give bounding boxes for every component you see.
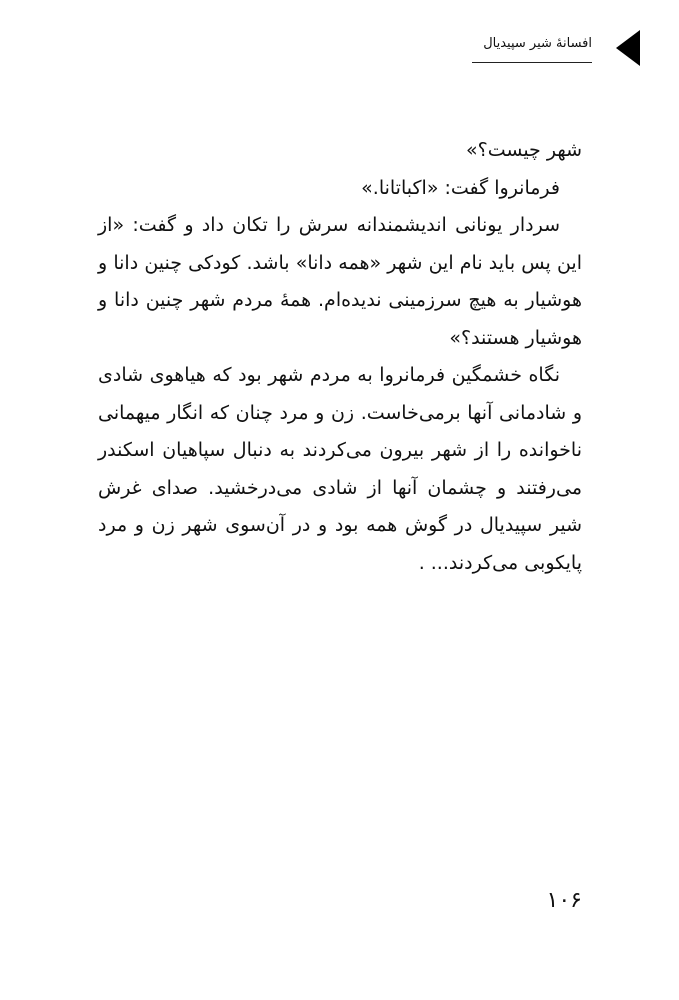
paragraph: شهر چیست؟» xyxy=(466,139,582,161)
header-rule xyxy=(472,62,592,63)
page-body xyxy=(98,132,582,582)
running-header-title: افسانهٔ شیر سپیدیال xyxy=(483,36,592,51)
paragraph: نگاه خشمگین فرمانروا به مردم شهر بود که هیاهوی شادی و شادمانی آنها برمی‌خاست. زن و مرد چنان که انگار میهمانی ناخوانده را از شهر بیرون می‌کردند به دنبال سپاهیان اسکندر می‌رفتند و چشمان آنها از شادی می‌درخشید. صدای غرش شیر سپیدیال در گوش همه بود و در آن‌سوی شهر زن و مرد پایکوبی می‌کردند... . xyxy=(98,364,582,574)
running-header xyxy=(360,26,660,66)
triangle-marker-icon xyxy=(616,30,640,66)
paragraph: سردار یونانی اندیشمندانه سرش را تکان داد و گفت: «از این پس باید نام این شهر «همه دانا» باشد. کودکی چنین دانا و هوشیار به هیچ سرزمینی ندیده‌ام. همهٔ مردم شهر چنین دانا و هوشیار هستند؟» xyxy=(98,214,582,349)
paragraph: فرمانروا گفت: «اکباتانا.» xyxy=(361,176,560,199)
page-number: ۱۰۶ xyxy=(546,888,582,913)
